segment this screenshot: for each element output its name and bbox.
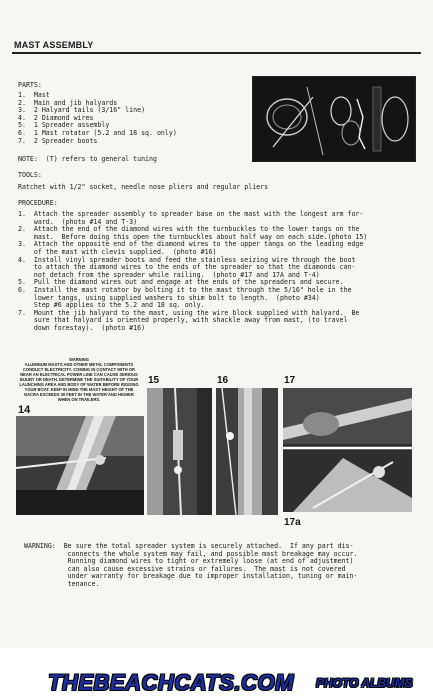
parts-item: 1. Mast	[18, 91, 50, 99]
parts-item: 4. 2 Diamond wires	[18, 113, 94, 122]
photo-17-image	[283, 388, 412, 512]
photo-15-image	[147, 388, 212, 515]
site-brand-logo[interactable]: THEBEACHCATS.COM	[48, 670, 294, 695]
warning-line: connects the whole system may fail, and possible mast breakage may occur.	[24, 549, 358, 558]
photo-17	[283, 388, 412, 512]
procedure-line: 7. Mount the jib halyard to the mast, using the wire block supplied with halyard. Be	[18, 308, 360, 317]
procedure-line: sure that halyard is oriented properly, with shackle away from mast, (to travel	[18, 316, 348, 325]
procedure-heading: PROCEDURE:	[18, 199, 58, 207]
procedure-line: 6. Install the mast rotator by bolting it to the mast through the 5/16" hole in the	[18, 285, 352, 294]
warning-line: Running diamond wires to tight or extremely loose (at end of adjustment)	[24, 557, 354, 566]
parts-item: 6. 1 Mast rotator (5.2 and 18 sq. only)	[18, 128, 177, 137]
photo-16-image	[216, 388, 278, 515]
photo-14	[16, 416, 144, 515]
parts-list	[18, 92, 177, 145]
parts-photo-image	[253, 77, 415, 161]
procedure-line: 4. Install vinyl spreader boots and feed the stainless seizing wire through the boot	[18, 255, 356, 264]
procedure-line: mast. Before doing this open the turnbuckles about half way on each side.(photo 15)	[18, 232, 368, 241]
page-title: MAST ASSEMBLY	[14, 40, 94, 50]
procedure-line: 5. Pull the diamond wires out and engage at the ends of the spreaders and secure.	[18, 278, 344, 287]
bleed-through-text	[160, 40, 162, 49]
parts-item: 3. 2 Halyard tails (3/16" line)	[18, 106, 146, 115]
parts-item: 5. 1 Spreader assembly	[18, 121, 110, 130]
photo-warning	[18, 357, 140, 402]
photo-15	[147, 388, 212, 515]
parts-heading: PARTS:	[18, 81, 42, 89]
warning-line: tenance.	[24, 579, 100, 588]
warning-line: under warranty for breakage due to improper installation, tuning or main-	[24, 572, 358, 581]
photo-17-label: 17	[284, 375, 296, 386]
warning-line: can also cause excessive strains or failures. The mast is not covered	[24, 564, 346, 573]
procedure-line: not detach from the spreader while railing. (photo #17 and 17A and T-4)	[18, 270, 320, 279]
photo-16	[216, 388, 278, 515]
procedure-list	[18, 211, 367, 333]
photo-14-image	[16, 416, 144, 515]
photo-warning-heading: WARNING	[69, 357, 89, 362]
procedure-line: ward. (photo #14 and T-3)	[18, 217, 138, 226]
spreader-warning	[24, 543, 357, 589]
parts-item: 2. Main and jib halyards	[18, 98, 118, 107]
procedure-line: 2. Attach the end of the diamond wires with the turnbuckles to the lower tangs on the	[18, 225, 360, 234]
procedure-line: Step #6 applies to the 5.2 and 18 sq. only.	[18, 301, 205, 310]
tools-heading: TOOLS:	[18, 171, 42, 179]
photo-albums-logo[interactable]: PHOTO ALBUMS	[316, 676, 413, 690]
procedure-line: lower tangs, using supplied washers to shim bolt to length. (photo #34)	[18, 293, 320, 302]
warning-line: WARNING: Be sure the total spreader system is securely attached. If any part dis-	[24, 542, 354, 550]
parts-item: 7. 2 Spreader boots	[18, 136, 98, 145]
parts-photo	[252, 76, 416, 162]
procedure-line: of the mast with clevis supplied. (photo #16)	[18, 247, 217, 256]
photo-warning-text: ALUMINUM MASTS AND OTHER METAL COMPONENTS CONDUCT ELECTRICITY. COMING IN CONTACT WITH OR NEAR AN ELECTRICAL POWER LINE CAN CAUSE SERIOUS INJURY OR DEATH. DETERMINE THE SUITABILITY OF YOUR LAUNCHING AREA AND BODY OF WATER BEFORE RIGGING YOUR BOAT. KEEP IN MIND THE MAST HEIGHT OF THE NACRA EXCEEDS 30 FEET IN THE WATER AND HIGHER WHEN ON TRAILERS.	[19, 362, 139, 402]
photo-15-label: 15	[148, 375, 160, 386]
photo-16-label: 16	[217, 375, 229, 386]
procedure-line: 1. Attach the spreader assembly to spreader base on the mast with the longest arm for-	[18, 210, 364, 218]
parts-note: NOTE: (T) refers to general tuning	[18, 155, 157, 163]
procedure-line: down forestay). (photo #16)	[18, 323, 146, 332]
title-rule	[12, 52, 421, 54]
procedure-line: to attach the diamond wires to the ends of the spreader so that the diamonds can-	[18, 263, 356, 272]
procedure-line: 3. Attach the opposite end of the diamond wires to the upper tangs on the leading edge	[18, 240, 364, 249]
photo-14-label: 14	[18, 404, 31, 416]
tools-text: Ratchet with 1/2" socket, needle nose pliers and regular pliers	[18, 183, 269, 191]
photo-17a-label: 17a	[284, 517, 301, 528]
